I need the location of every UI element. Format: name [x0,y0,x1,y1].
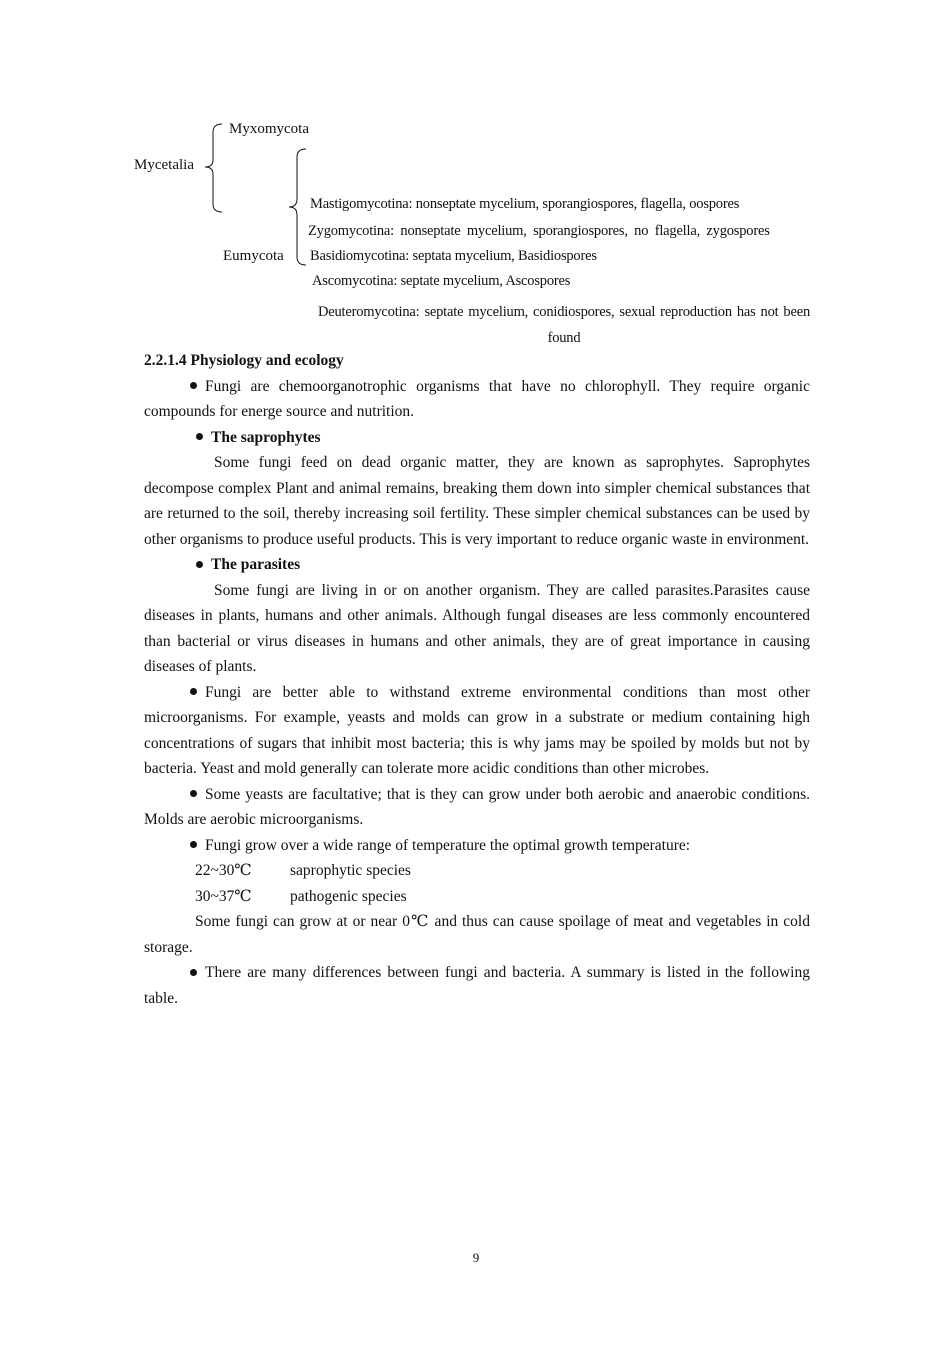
bullet-icon [190,969,197,976]
taxon-eumycota: Eumycota [223,248,284,264]
temperature-row: 22~30℃ saprophytic species [195,862,411,879]
bullet-icon [190,790,197,797]
paragraph-extreme-conditions: Fungi are better able to withstand extreme environmental conditions than most other microorganisms. For example, yeasts and molds can grow in a substrate or medium containing high concentrations of sugars that inhibit most bacteria; this is why jams may be spoiled by molds but not by bacteria. Yeast and mold generally can tolerate more acidic conditions than other microbes. [144,683,810,777]
temperature-row: 30~37℃ pathogenic species [195,887,407,905]
paragraph-chemoorganotrophic: Fungi are chemoorganotrophic organisms that have no chlorophyll. They require organic compounds for energe source and nutrition. [144,377,810,420]
taxon-basidiomycotina: Basidiomycotina: septata mycelium, Basidiospores [310,248,597,264]
bullet-icon [190,841,197,848]
bullet-icon [196,433,203,440]
taxon-deuteromycotina: Deuteromycotina: septate mycelium, conidiospores, sexual reproduction has not been found [318,304,810,346]
bullet-icon [190,382,197,389]
paragraph-cold-storage: Some fungi can grow at or near 0℃ and thus can cause spoilage of meat and vegetables in cold storage. [144,913,810,956]
section-heading: 2.2.1.4 Physiology and ecology [144,352,344,369]
bullet-icon [196,561,203,568]
taxon-myxomycota: Myxomycota [229,121,309,137]
paragraph-parasites: Some fungi are living in or on another organism. They are called parasites.Parasites cause diseases in plants, humans and other animals. Although fungal diseases are less commonly encountered than bacterial or virus diseases in humans and other animals, they are of great importance in causing diseases of plants. [144,581,810,675]
page-number: 9 [472,1250,480,1265]
paragraph-saprophytes: Some fungi feed on dead organic matter, they are known as saprophytes. Saprophytes decompose complex Plant and animal remains, breaking them down into simpler chemical substances that are returned to the soil, thereby increasing soil fertility. These simpler chemical substances can be used by other organisms to produce useful products. This is very important to reduce organic waste in environment. [144,454,810,548]
subheading-saprophytes: The saprophytes [144,425,810,451]
paragraph-differences: There are many differences between fungi and bacteria. A summary is listed in the following table. [144,964,810,1007]
body-text [144,348,810,1011]
taxon-ascomycotina: Ascomycotina: septate mycelium, Ascospores [312,273,571,289]
subheading-parasites: The parasites [144,552,810,578]
brace-eumycota-icon [286,147,310,269]
brace-mycetalia-icon [202,122,226,214]
paragraph-temperature: Fungi grow over a wide range of temperature the optimal growth temperature: [144,833,810,859]
bullet-icon [190,688,197,695]
taxon-mycetalia: Mycetalia [134,157,194,173]
taxon-zygomycotina: Zygomycotina: nonseptate mycelium, sporangiospores, no flagella, zygospores [308,223,770,239]
paragraph-facultative: Some yeasts are facultative; that is they can grow under both aerobic and anaerobic conditions. Molds are aerobic microorganisms. [144,785,810,828]
taxon-mastigomycotina: Mastigomycotina: nonseptate mycelium, sporangiospores, flagella, oospores [310,196,740,212]
